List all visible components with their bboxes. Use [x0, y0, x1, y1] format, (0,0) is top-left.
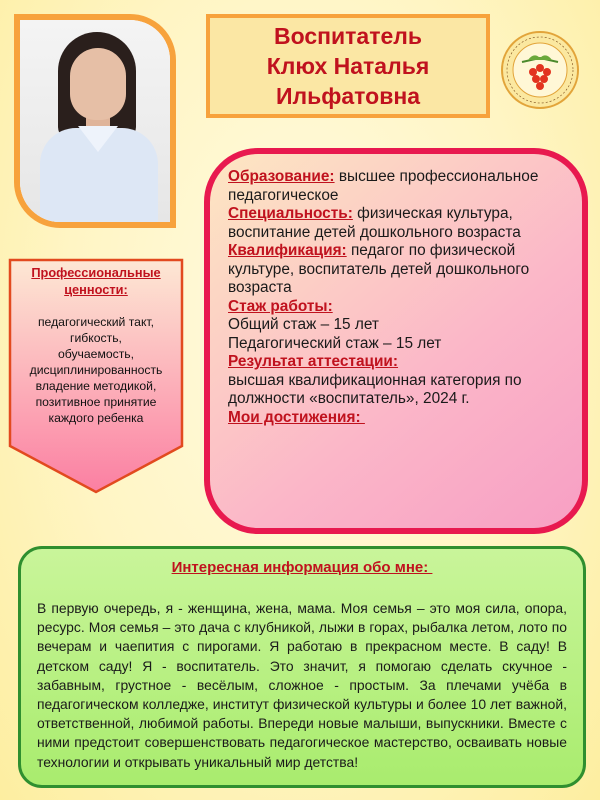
qualification-info-card	[204, 148, 588, 534]
specialty-block	[228, 205, 578, 242]
attestation-label: Результат аттестации:	[228, 353, 399, 370]
education-label: Образование:	[228, 168, 335, 185]
about-me-card	[18, 546, 586, 788]
professional-values-panel	[8, 258, 184, 494]
about-heading: Интересная информация обо мне:	[171, 559, 433, 576]
values-item: каждого ребенка	[48, 411, 144, 425]
portrait-photo	[14, 14, 176, 228]
qualification-label: Квалификация:	[228, 242, 347, 259]
values-item: владение методикой,	[35, 379, 157, 393]
values-heading	[8, 264, 184, 298]
rowan-berry-logo-icon	[500, 30, 580, 110]
values-item: педагогический такт,	[37, 315, 155, 329]
specialty-label: Специальность:	[228, 205, 353, 222]
values-item: дисциплинированность	[29, 363, 163, 377]
experience-label: Стаж работы:	[228, 297, 333, 315]
title-line-patronymic: Ильфатовна	[275, 83, 421, 109]
page-title	[267, 21, 430, 111]
title-line-name: Клюх Наталья	[266, 53, 430, 79]
qualification-block	[228, 242, 578, 298]
education-block	[228, 168, 578, 205]
experience-total: Общий стаж – 15 лет	[228, 316, 379, 333]
qualification-value: педагог по физической культуре, воспитатель детей дошкольного возраста	[228, 242, 530, 296]
values-item: позитивное принятие	[35, 395, 157, 409]
about-text: В первую очередь, я - женщина, жена, мама. Моя семья – это моя сила, опора, ресурс. Моя семья – это дача с клубникой, лыжи в горах, рыбалка летом, лото по вечерам и чаепития с пирогами. Я работаю в прекрасном месте. В саду! В детском саду! Я - воспитатель. Это значит, я помогаю сделать скучное - забавным, грустное - весёлым, сложное - простым. За плечами учёба в педагогическом колледже, институт физической культуры и более 10 лет важной, ответственной, любимой работы. Впереди новые малыши, выпускники. Вместе с ними предстоит совершенствовать педагогическое мастерство, осваивать новые технологии и открывать уникальный мир детства!	[37, 600, 567, 770]
education-value: высшее профессиональное педагогическое	[228, 168, 539, 204]
achievements-label: Мои достижения:	[228, 408, 365, 426]
values-item: обучаемость,	[57, 347, 135, 361]
experience-teaching: Педагогический стаж – 15 лет	[228, 334, 442, 352]
specialty-value: физическая культура, воспитание детей дошкольного возраста	[228, 205, 521, 241]
attestation-value: высшая квалификационная категория по должности «воспитатель», 2024 г.	[228, 371, 522, 407]
values-heading-line2: ценности:	[64, 282, 128, 297]
title-box	[206, 14, 490, 118]
values-heading-line1: Профессиональные	[31, 265, 161, 280]
title-line-role: Воспитатель	[273, 23, 423, 49]
values-item: гибкость,	[70, 331, 122, 345]
